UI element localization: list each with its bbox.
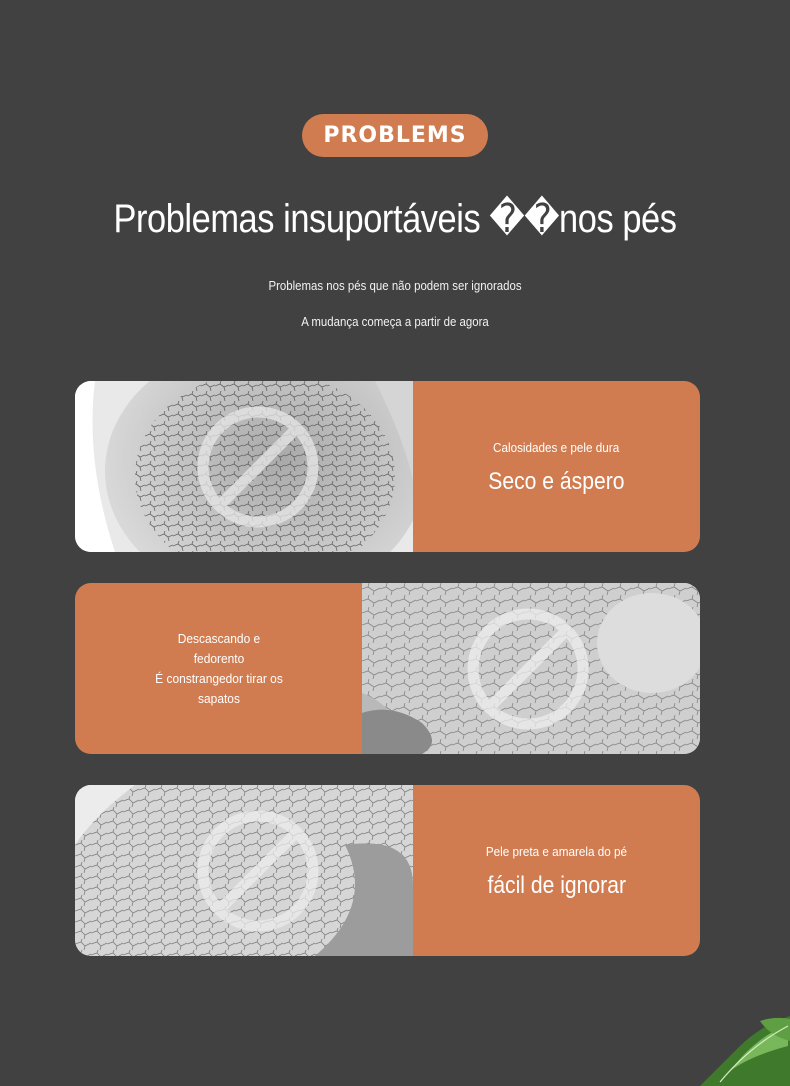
problem-card-dry-skin: [75, 381, 700, 552]
sole-photo: [75, 785, 413, 956]
problems-badge: PROBLEMS: [302, 114, 488, 157]
problem-card-yellow-skin: [75, 785, 700, 956]
caption-line: sapatos: [197, 690, 240, 706]
caption-line: É constrangedor tirar os: [154, 670, 283, 686]
subtitle-1: Problemas nos pés que não podem ser ignorados: [268, 278, 522, 293]
caption-line: Descascando e: [177, 630, 260, 646]
heel-photo: [75, 381, 413, 552]
card-caption: Calosidades e pele dura: [493, 439, 620, 455]
card-caption: Pele preta e amarela do pé: [485, 843, 628, 859]
card-text: [413, 381, 700, 552]
card-heading: Seco e áspero: [488, 467, 625, 495]
card-text: [75, 583, 362, 754]
problem-card-peeling: [75, 583, 700, 754]
caption-line: fedorento: [193, 650, 244, 666]
card-caption: [145, 629, 292, 709]
leaf-decoration: [700, 1016, 790, 1086]
card-text: [413, 785, 700, 956]
card-heading: fácil de ignorar: [487, 871, 626, 899]
peeling-foot-photo: [362, 583, 700, 754]
page-title: Problemas insuportáveis ��nos pés: [113, 197, 677, 241]
subtitle-2: A mudança começa a partir de agora: [301, 314, 489, 329]
